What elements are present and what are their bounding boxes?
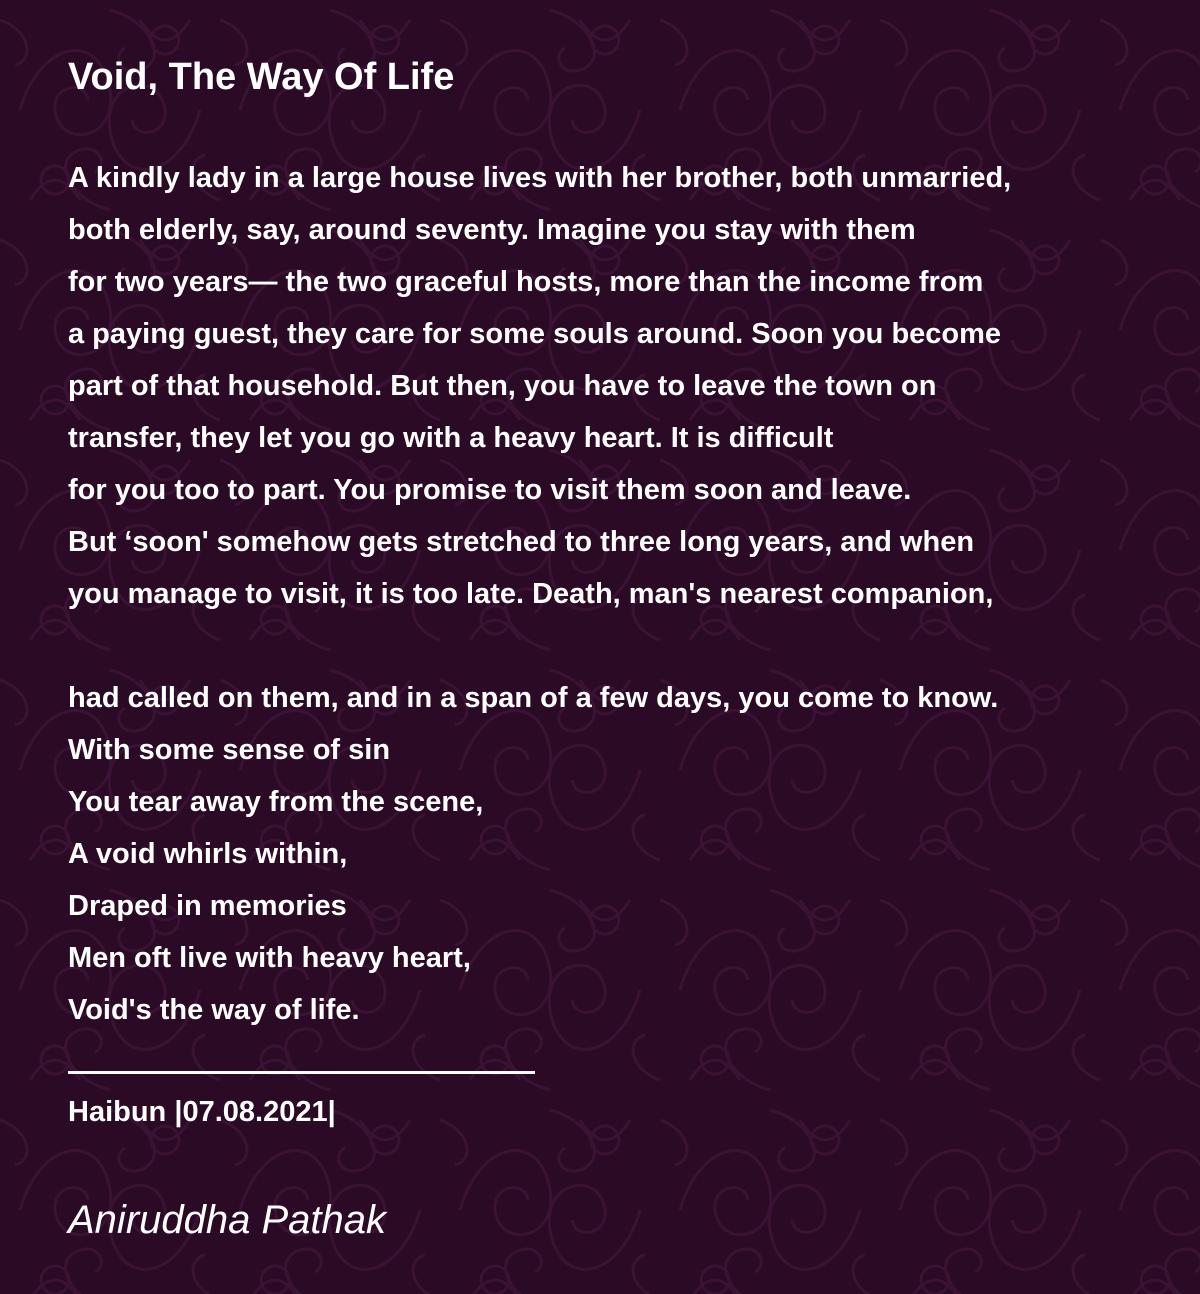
poem-line: for you too to part. You promise to visit them soon and leave. [68, 474, 912, 506]
poem-line: Void's the way of life. [68, 994, 360, 1026]
stanza-break [68, 620, 1168, 672]
poem-line: You tear away from the scene, [68, 786, 484, 818]
poem-line: Men oft live with heavy heart, [68, 942, 471, 974]
poem-line: a paying guest, they care for some souls around. Soon you become [68, 318, 1002, 350]
poem-line: part of that household. But then, you have to leave the town on [68, 370, 937, 402]
poem-body [68, 152, 1168, 1036]
poem-line: A kindly lady in a large house lives with her brother, both unmarried, [68, 162, 1012, 194]
divider-line [68, 1071, 535, 1074]
poem-line: transfer, they let you go with a heavy heart. It is difficult [68, 422, 834, 454]
poem-line: both elderly, say, around seventy. Imagine you stay with them [68, 214, 916, 246]
poem-line: for two years— the two graceful hosts, more than the income from [68, 266, 984, 298]
poem-author: Aniruddha Pathak [68, 1198, 387, 1242]
poem-line: But ‘soon' somehow gets stretched to three long years, and when [68, 526, 975, 558]
poem-form-and-date: Haibun |07.08.2021| [68, 1096, 336, 1128]
poem-line: had called on them, and in a span of a few days, you come to know. [68, 682, 999, 714]
poem-title: Void, The Way Of Life [68, 56, 455, 98]
poem-line: you manage to visit, it is too late. Death, man's nearest companion, [68, 578, 994, 610]
poem-line: Draped in memories [68, 890, 347, 922]
poem-line: With some sense of sin [68, 734, 391, 766]
poem-line: A void whirls within, [68, 838, 348, 870]
